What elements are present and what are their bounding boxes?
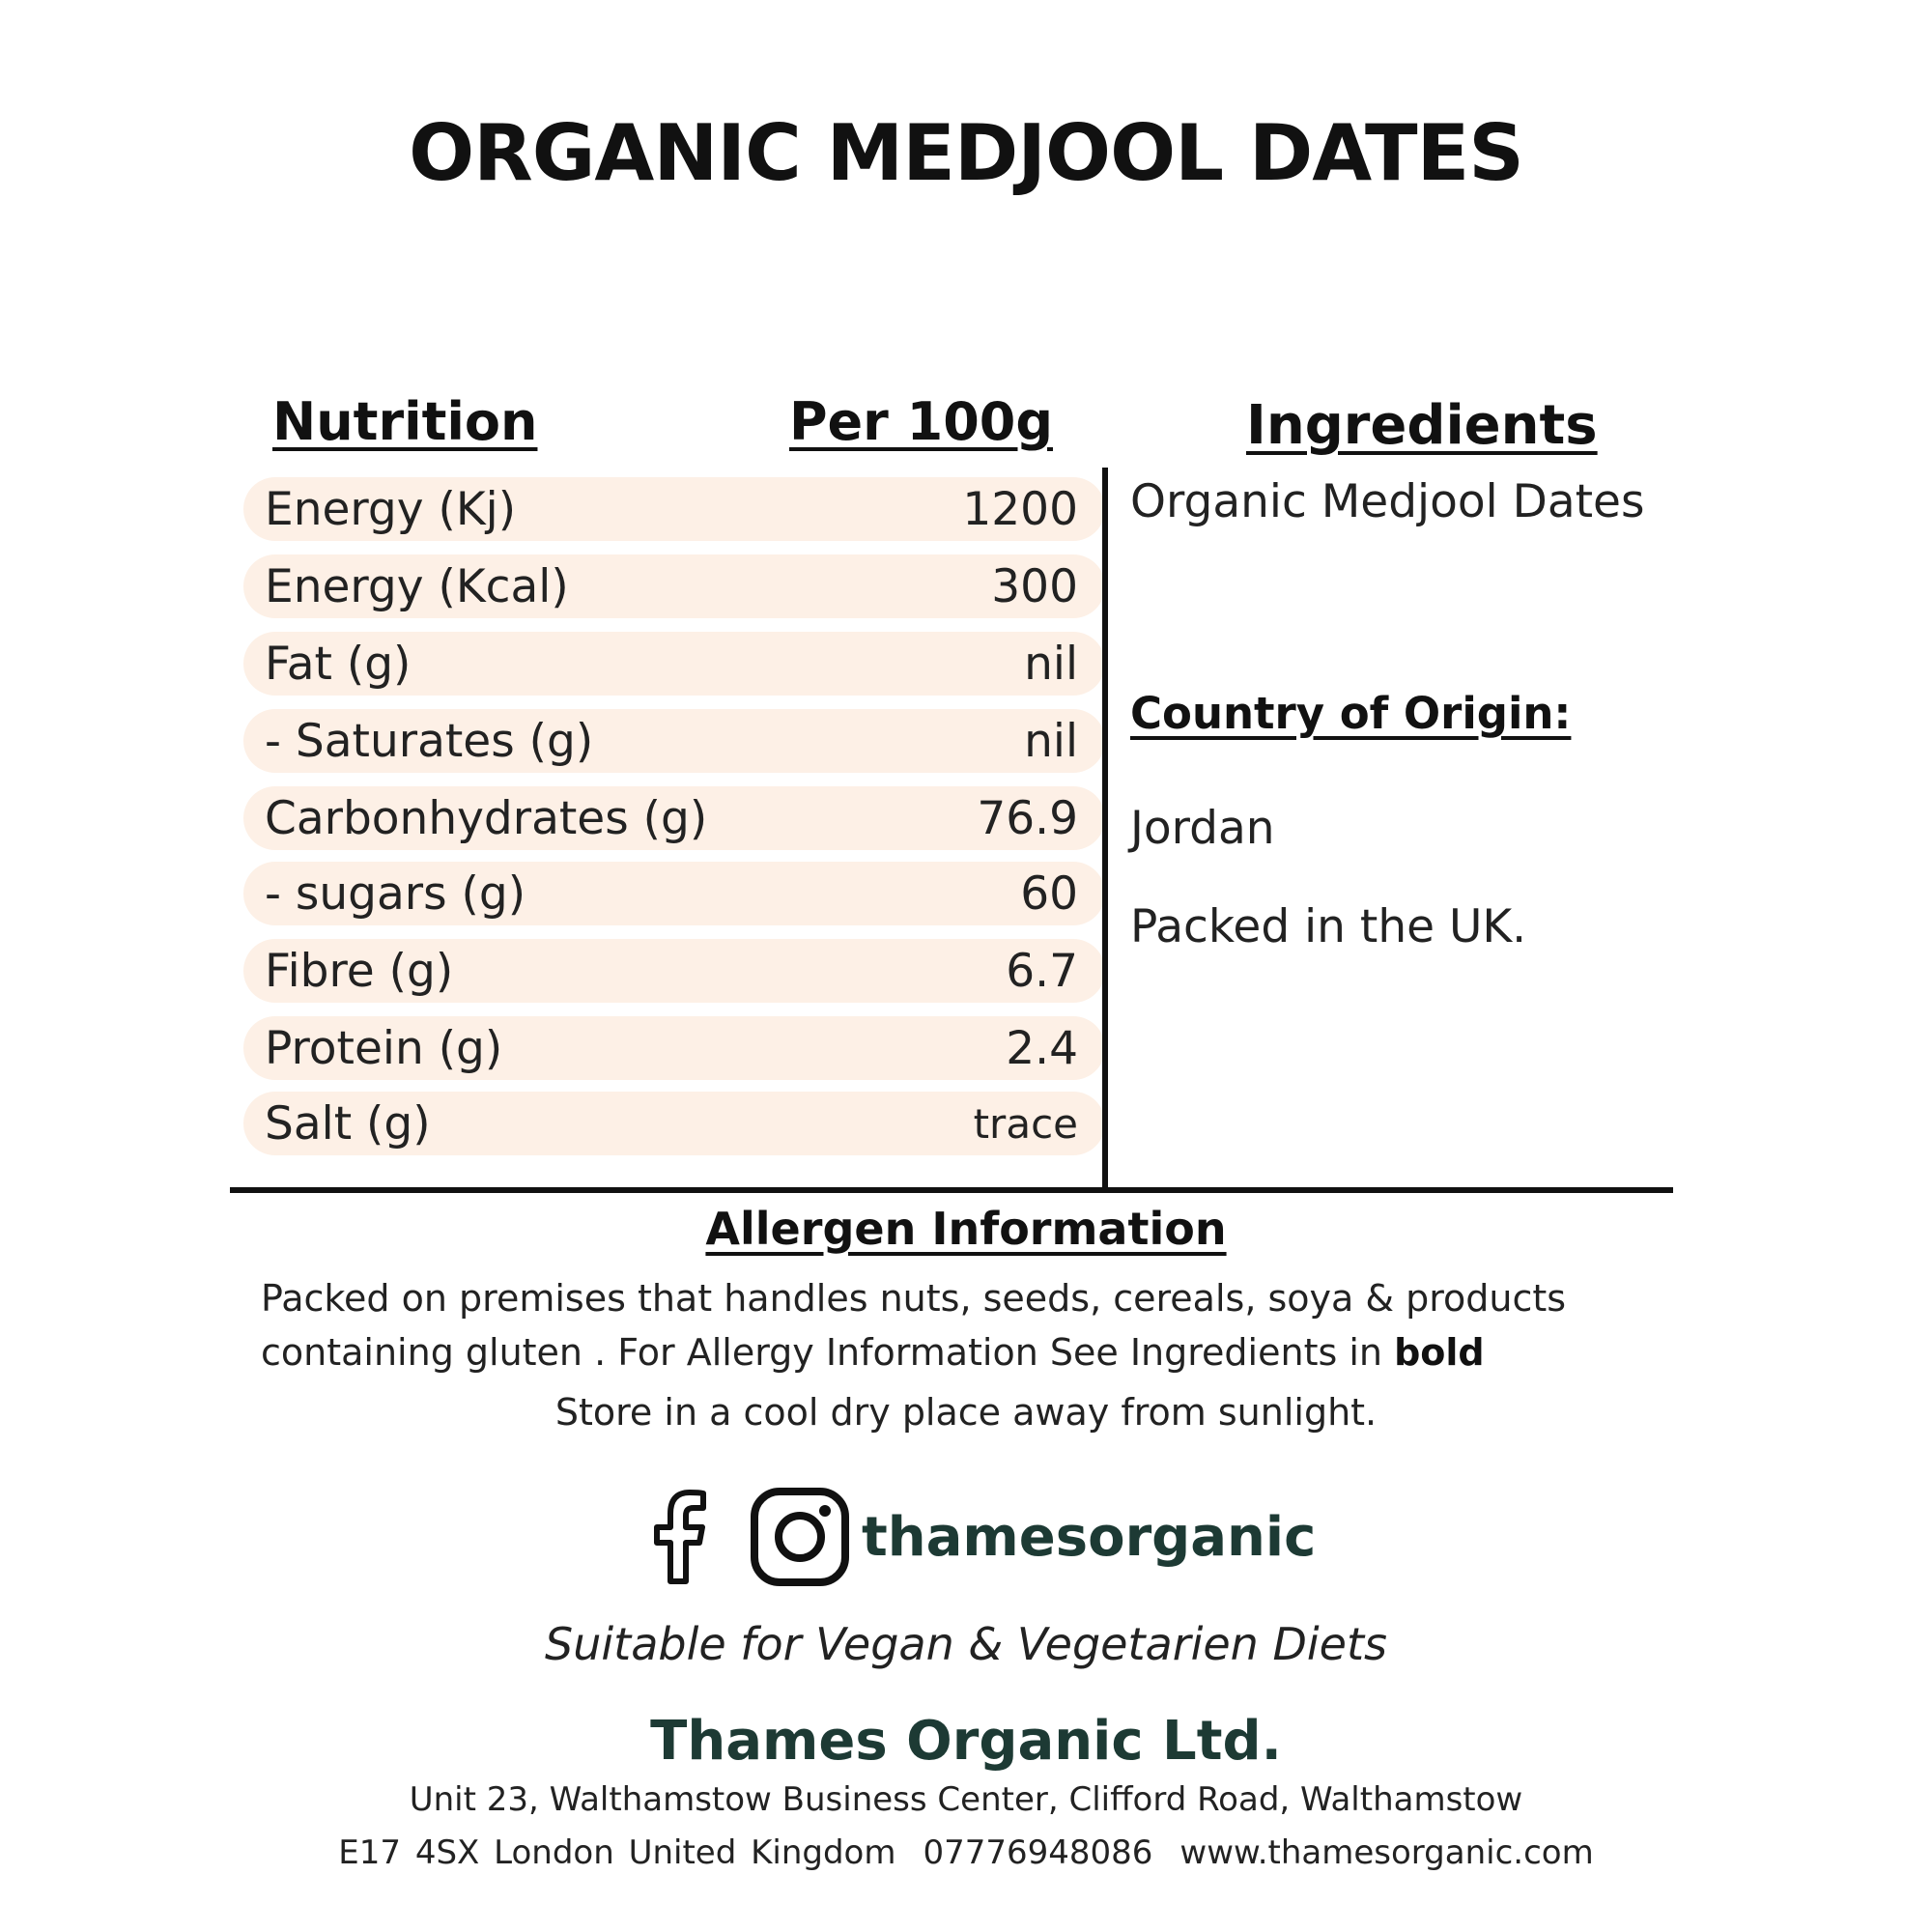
nutrient-label: Energy (Kcal) bbox=[265, 559, 569, 613]
phone-number[interactable]: 07776948086 bbox=[923, 1833, 1153, 1872]
company-contact bbox=[0, 1833, 1932, 1872]
nutrition-row bbox=[243, 477, 1105, 541]
nutrient-value: nil bbox=[1024, 637, 1078, 691]
ingredients-header: Ingredients bbox=[1246, 394, 1598, 457]
nutrient-label: Salt (g) bbox=[265, 1096, 431, 1151]
nutrition-row bbox=[243, 554, 1105, 618]
allergen-bold-word: bold bbox=[1394, 1331, 1485, 1374]
company-address: Unit 23, Walthamstow Business Center, Clifford Road, Walthamstow bbox=[409, 1780, 1523, 1819]
postcode-city: E17 4SX London United Kingdom bbox=[338, 1833, 896, 1872]
nutrition-header: Nutrition bbox=[272, 391, 538, 452]
nutrition-row bbox=[243, 1092, 1105, 1155]
nutrient-label: Energy (Kj) bbox=[265, 482, 517, 536]
nutrition-row bbox=[243, 786, 1105, 850]
nutrient-value: 2.4 bbox=[1006, 1021, 1078, 1075]
social-handle[interactable]: thamesorganic bbox=[862, 1505, 1317, 1569]
per-100g-header: Per 100g bbox=[788, 391, 1053, 452]
allergen-header: Allergen Information bbox=[705, 1203, 1227, 1255]
nutrition-row bbox=[243, 632, 1105, 696]
packed-in-text: Packed in the UK. bbox=[1130, 900, 1527, 953]
nutrient-label: Carbonhydrates (g) bbox=[265, 791, 708, 845]
instagram-icon[interactable] bbox=[750, 1487, 850, 1587]
nutrient-value: 1200 bbox=[962, 482, 1078, 536]
nutrient-label: Fat (g) bbox=[265, 637, 412, 691]
allergen-line-2 bbox=[261, 1325, 1690, 1379]
website-link[interactable]: www.thamesorganic.com bbox=[1179, 1833, 1594, 1872]
nutrition-row bbox=[243, 862, 1105, 925]
country-of-origin-header: Country of Origin: bbox=[1130, 688, 1572, 739]
nutrient-label: Fibre (g) bbox=[265, 944, 454, 998]
company-name: Thames Organic Ltd. bbox=[650, 1710, 1282, 1773]
nutrition-row bbox=[243, 709, 1105, 773]
facebook-icon[interactable] bbox=[647, 1487, 715, 1587]
nutrient-value: 76.9 bbox=[977, 791, 1078, 845]
country-of-origin-value: Jordan bbox=[1130, 802, 1275, 855]
nutrient-value: 6.7 bbox=[1006, 944, 1078, 998]
nutrient-value: trace bbox=[973, 1099, 1078, 1148]
nutrient-value: nil bbox=[1024, 714, 1078, 768]
allergen-text bbox=[261, 1271, 1690, 1379]
allergen-line-2-text: containing gluten . For Allergy Information See Ingredients in bbox=[261, 1331, 1395, 1374]
nutrient-label: Protein (g) bbox=[265, 1021, 503, 1075]
nutrient-label: - sugars (g) bbox=[265, 867, 526, 921]
nutrient-value: 300 bbox=[991, 559, 1078, 613]
section-divider bbox=[230, 1187, 1673, 1193]
social-links bbox=[647, 1484, 1316, 1590]
nutrient-label: - Saturates (g) bbox=[265, 714, 594, 768]
allergen-line-1: Packed on premises that handles nuts, seeds, cereals, soya & products bbox=[261, 1277, 1567, 1320]
column-divider bbox=[1102, 468, 1108, 1187]
storage-instructions: Store in a cool dry place away from sunlight. bbox=[554, 1391, 1378, 1434]
nutrition-row bbox=[243, 1016, 1105, 1080]
nutrient-value: 60 bbox=[1020, 867, 1078, 921]
diet-suitability: Suitable for Vegan & Vegetarien Diets bbox=[545, 1618, 1387, 1670]
ingredients-text: Organic Medjool Dates bbox=[1130, 475, 1645, 528]
nutrition-row bbox=[243, 939, 1105, 1003]
product-title: ORGANIC MEDJOOL DATES bbox=[409, 108, 1523, 198]
